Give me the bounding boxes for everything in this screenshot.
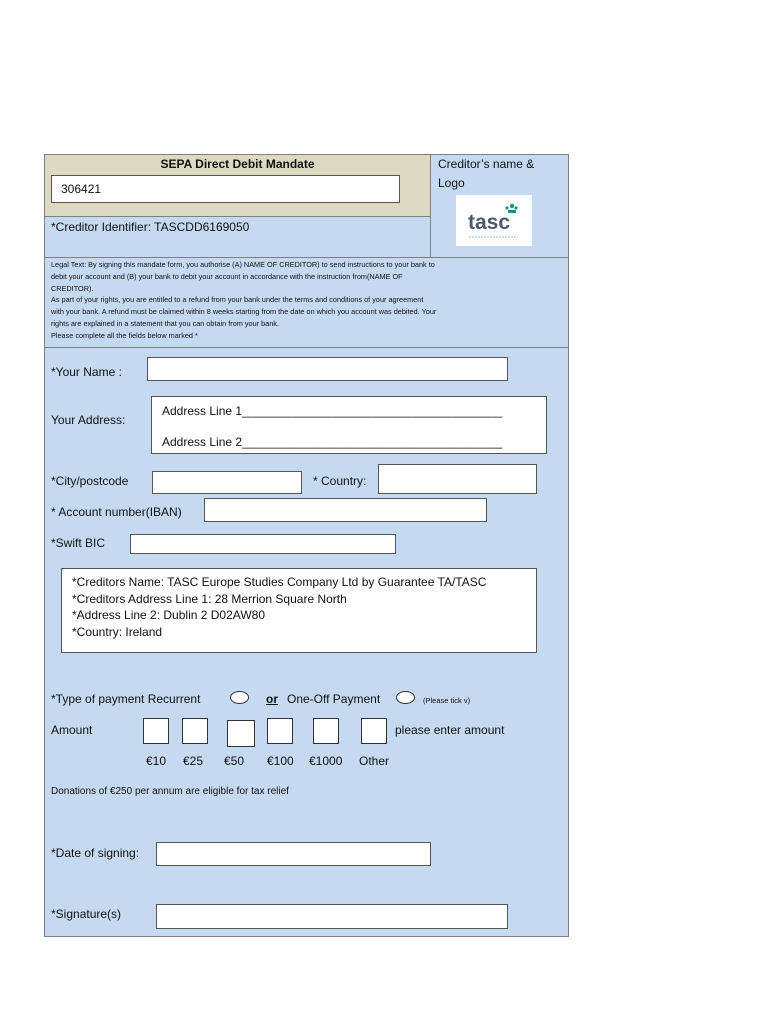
amount-other-label: Other — [359, 754, 390, 768]
mandate-header — [45, 155, 431, 217]
address-box[interactable] — [151, 396, 547, 454]
date-input[interactable] — [156, 842, 431, 866]
creditor-logo-cell — [430, 155, 569, 257]
amount-1000-label: €1000 — [309, 754, 343, 768]
tasc-logo-icon — [456, 195, 532, 246]
address-label: Your Address: — [51, 413, 126, 427]
bic-label: *Swift BIC — [51, 536, 106, 550]
legal-line: CREDITOR). — [51, 283, 94, 293]
legal-line: Please complete all the fields below marked * — [51, 330, 198, 340]
amount-10-checkbox[interactable] — [143, 718, 169, 744]
legal-line: debit your account and (B) your bank to debit your account in accordance with the instruction from(NAME OF — [51, 271, 403, 281]
amount-25-checkbox[interactable] — [182, 718, 208, 744]
legal-line: with your bank. A refund must be claimed within 8 weeks starting from the date on which you account was debited. Your — [51, 307, 437, 317]
amount-other-checkbox[interactable] — [361, 718, 387, 744]
country-label: * Country: — [313, 474, 367, 488]
creditor-logo-label: Creditor’s name & — [438, 157, 535, 171]
amount-25-label: €25 — [183, 754, 204, 768]
bic-input[interactable] — [130, 534, 396, 554]
address-line-1: Address Line 1_______________________________________ — [162, 404, 503, 418]
name-input[interactable] — [147, 357, 508, 381]
date-label: *Date of signing: — [51, 846, 140, 860]
mandate-title: SEPA Direct Debit Mandate — [160, 157, 315, 171]
recurrent-radio[interactable] — [230, 691, 249, 704]
or-label: or — [266, 692, 278, 706]
signature-input[interactable] — [156, 904, 508, 929]
mandate-reference-field[interactable] — [51, 175, 400, 203]
creditor-identifier: *Creditor Identifier: TASCDD6169050 — [51, 220, 250, 234]
legal-line: Legal Text: By signing this mandate form, you authorise (A) NAME OF CREDITOR) to send instructions to your bank to — [51, 260, 435, 269]
creditor-address-2: *Address Line 2: Dublin 2 D02AW80 — [72, 608, 265, 622]
sepa-mandate-form — [44, 154, 569, 937]
amount-100-checkbox[interactable] — [267, 718, 293, 744]
city-input[interactable] — [152, 471, 302, 494]
payment-type-label: *Type of payment Recurrent — [51, 692, 201, 706]
creditor-name: *Creditors Name: TASC Europe Studies Company Ltd by Guarantee TA/TASC — [72, 575, 487, 589]
tasc-logo — [456, 195, 532, 246]
legal-line: rights are explained in a statement that you can obtain from your bank. — [51, 318, 279, 328]
logo-wordmark: tasc — [468, 211, 511, 234]
creditor-logo-label-2: Logo — [438, 176, 465, 190]
amount-100-label: €100 — [267, 754, 294, 768]
tick-note: (Please tick v) — [423, 696, 471, 705]
legal-line: As part of your rights, you are entitled to a refund from your bank under the terms and conditions of your agreement — [51, 295, 424, 305]
oneoff-label: One-Off Payment — [287, 692, 381, 706]
address-line-2: Address Line 2_______________________________________ — [162, 435, 503, 449]
iban-label: * Account number(IBAN) — [51, 505, 182, 519]
city-label: *City/postcode — [51, 474, 129, 488]
amount-1000-checkbox[interactable] — [313, 718, 339, 744]
name-label: *Your Name : — [51, 365, 122, 379]
amount-10-label: €10 — [146, 754, 167, 768]
creditor-address-1: *Creditors Address Line 1: 28 Merrion Square North — [72, 591, 347, 606]
iban-input[interactable] — [204, 498, 487, 522]
creditor-info-box — [61, 568, 537, 653]
country-input[interactable] — [378, 464, 537, 494]
enter-amount-label: please enter amount — [395, 723, 505, 737]
creditor-identifier-row — [45, 216, 431, 257]
tax-relief-note: Donations of €250 per annum are eligible for tax relief — [51, 786, 289, 797]
creditor-country: *Country: Ireland — [72, 624, 163, 639]
amount-50-label: €50 — [224, 754, 245, 768]
signature-label: *Signature(s) — [51, 907, 122, 921]
oneoff-radio[interactable] — [396, 691, 415, 704]
amount-50-checkbox[interactable] — [227, 720, 255, 747]
legal-text — [51, 259, 563, 342]
mandate-reference-value: 306421 — [61, 182, 102, 196]
amount-label: Amount — [51, 723, 93, 737]
